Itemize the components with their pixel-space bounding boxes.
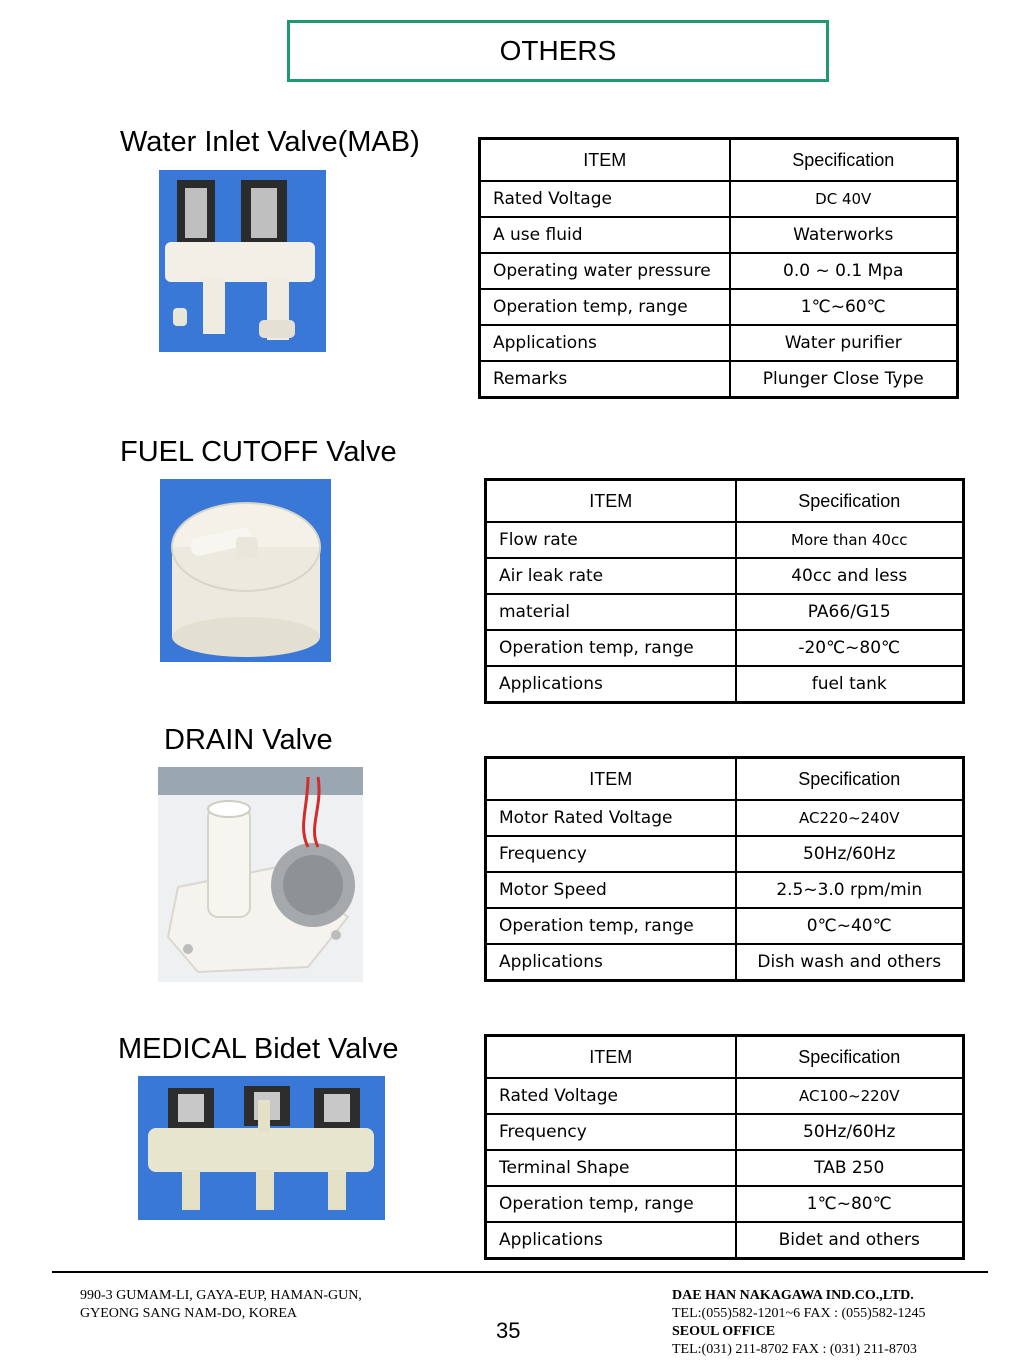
column-header-item: ITEM	[486, 758, 736, 801]
table-row	[486, 1150, 964, 1186]
row-value: -20℃~80℃	[736, 630, 964, 666]
row-label: material	[486, 594, 736, 630]
section-title-water-inlet-valve: Water Inlet Valve(MAB)	[120, 126, 420, 158]
column-header-item: ITEM	[480, 139, 730, 182]
row-value: More than 40cc	[736, 522, 964, 558]
table-row	[486, 1222, 964, 1259]
seoul-office-label: SEOUL OFFICE	[672, 1324, 776, 1339]
row-value: 2.5~3.0 rpm/min	[736, 872, 964, 908]
table-row	[486, 666, 964, 703]
row-value: 0.0 ~ 0.1 Mpa	[730, 253, 958, 289]
row-label: Rated Voltage	[480, 181, 730, 217]
row-label: Motor Speed	[486, 872, 736, 908]
row-label: Applications	[486, 666, 736, 703]
page-header	[287, 20, 829, 82]
table-row	[486, 558, 964, 594]
table-row	[486, 800, 964, 836]
table-row	[486, 1078, 964, 1114]
table-header-row	[480, 139, 958, 182]
column-header-specification: Specification	[730, 139, 958, 182]
fuel-cutoff-valve-photo	[160, 479, 331, 662]
company-name: DAE HAN NAKAGAWA IND.CO.,LTD.	[672, 1288, 914, 1303]
row-label: Operation temp, range	[486, 908, 736, 944]
table-row	[486, 1186, 964, 1222]
table-header-row	[486, 758, 964, 801]
column-header-specification: Specification	[736, 758, 964, 801]
row-label: Frequency	[486, 836, 736, 872]
row-value: 50Hz/60Hz	[736, 836, 964, 872]
table-row	[486, 944, 964, 981]
table-row	[486, 594, 964, 630]
column-header-item: ITEM	[486, 480, 736, 523]
water-inlet-valve-spec-table	[478, 137, 959, 399]
row-value: Waterworks	[730, 217, 958, 253]
row-label: Flow rate	[486, 522, 736, 558]
column-header-item: ITEM	[486, 1036, 736, 1079]
row-label: A use fluid	[480, 217, 730, 253]
footer-company-info	[672, 1287, 925, 1359]
medical-bidet-valve-photo	[138, 1076, 385, 1220]
row-label: Operation temp, range	[486, 630, 736, 666]
drain-valve-photo	[158, 767, 363, 982]
table-row	[486, 908, 964, 944]
table-row	[486, 522, 964, 558]
table-row	[486, 836, 964, 872]
table-row	[486, 630, 964, 666]
row-value: AC220~240V	[736, 800, 964, 836]
row-value: 40cc and less	[736, 558, 964, 594]
table-row	[480, 289, 958, 325]
row-label: Operation temp, range	[486, 1186, 736, 1222]
row-value: 1℃~60℃	[730, 289, 958, 325]
row-label: Applications	[480, 325, 730, 361]
section-title-drain-valve: DRAIN Valve	[164, 724, 333, 756]
section-title-fuel-cutoff-valve: FUEL CUTOFF Valve	[120, 436, 397, 468]
row-value: PA66/G15	[736, 594, 964, 630]
address-line-1: 990-3 GUMAM-LI, GAYA-EUP, HAMAN-GUN,	[80, 1288, 362, 1303]
row-label: Motor Rated Voltage	[486, 800, 736, 836]
water-inlet-valve-photo	[159, 170, 326, 352]
medical-bidet-valve-spec-table	[484, 1034, 965, 1260]
row-value: 1℃~80℃	[736, 1186, 964, 1222]
table-row	[480, 217, 958, 253]
section-title-medical-bidet-valve: MEDICAL Bidet Valve	[118, 1033, 399, 1065]
row-label: Terminal Shape	[486, 1150, 736, 1186]
row-label: Frequency	[486, 1114, 736, 1150]
footer-divider	[52, 1271, 988, 1273]
drain-valve-spec-table	[484, 756, 965, 982]
table-row	[480, 181, 958, 217]
row-label: Applications	[486, 1222, 736, 1259]
row-value: DC 40V	[730, 181, 958, 217]
row-value: Water purifier	[730, 325, 958, 361]
page-title: OTHERS	[499, 35, 617, 66]
table-row	[486, 872, 964, 908]
table-row	[480, 253, 958, 289]
table-header-row	[486, 1036, 964, 1079]
row-value: 50Hz/60Hz	[736, 1114, 964, 1150]
row-value: Bidet and others	[736, 1222, 964, 1259]
page-number: 35	[496, 1318, 521, 1343]
column-header-specification: Specification	[736, 480, 964, 523]
table-header-row	[486, 480, 964, 523]
table-row	[486, 1114, 964, 1150]
row-value: 0℃~40℃	[736, 908, 964, 944]
row-label: Remarks	[480, 361, 730, 398]
seoul-office-tel-fax: TEL:(031) 211-8702 FAX : (031) 211-8703	[672, 1342, 917, 1357]
table-row	[480, 361, 958, 398]
row-value: Dish wash and others	[736, 944, 964, 981]
column-header-specification: Specification	[736, 1036, 964, 1079]
row-label: Operation temp, range	[480, 289, 730, 325]
address-line-2: GYEONG SANG NAM-DO, KOREA	[80, 1306, 297, 1321]
row-value: AC100~220V	[736, 1078, 964, 1114]
row-value: TAB 250	[736, 1150, 964, 1186]
row-label: Operating water pressure	[480, 253, 730, 289]
footer-address	[80, 1287, 362, 1323]
company-tel-fax: TEL:(055)582-1201~6 FAX : (055)582-1245	[672, 1306, 926, 1321]
table-row	[480, 325, 958, 361]
row-label: Applications	[486, 944, 736, 981]
fuel-cutoff-valve-spec-table	[484, 478, 965, 704]
row-label: Air leak rate	[486, 558, 736, 594]
row-value: Plunger Close Type	[730, 361, 958, 398]
row-value: fuel tank	[736, 666, 964, 703]
row-label: Rated Voltage	[486, 1078, 736, 1114]
